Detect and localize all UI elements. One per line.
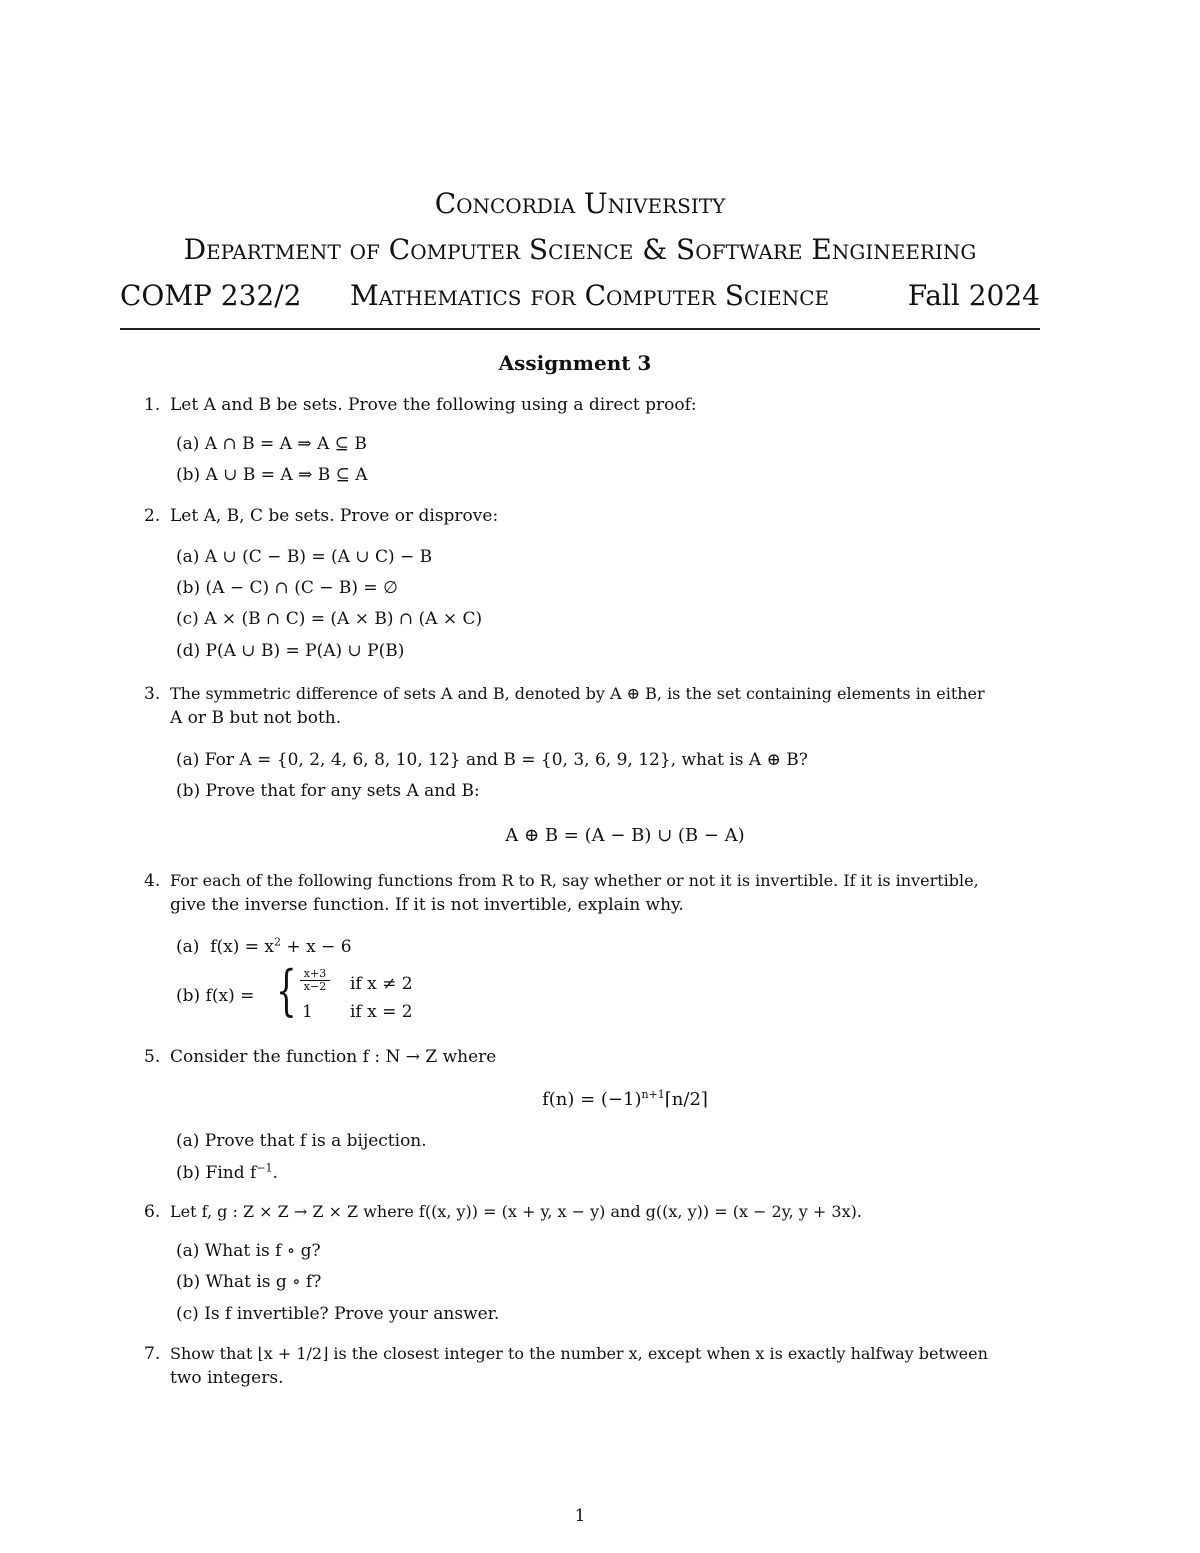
header-rule (120, 328, 1040, 330)
q7-text-line1: Show that ⌊x + 1/2⌋ is the closest integer to the number x, except when x is exactly halfway between (170, 1344, 988, 1363)
q5-display-equation (120, 1089, 1130, 1110)
q5-part-a: (a) Prove that f is a bijection. (176, 1131, 427, 1151)
q4-piecewise (276, 959, 576, 1030)
q4-part-a-rest: + x − 6 (281, 937, 352, 957)
page-number: 1 (574, 1506, 586, 1526)
q4-text-line2: give the inverse function. If it is not invertible, explain why. (170, 895, 684, 915)
q1-text: Let A and B be sets. Prove the following using a direct proof: (170, 395, 697, 415)
term: Fall 2024 (907, 279, 1040, 312)
q1-part-b: (b) A ∪ B = A ⇒ B ⊆ A (176, 465, 368, 485)
q5-part-b-pre: (b) Find f (176, 1163, 257, 1183)
q5-number: 5. (144, 1047, 161, 1067)
case2-value: 1 (302, 1002, 313, 1022)
assignment-title: Assignment 3 (498, 351, 652, 375)
q7-number: 7. (144, 1344, 161, 1364)
department-name: Department of Computer Science & Software Engineering (183, 233, 977, 266)
fraction-numerator: x+3 (300, 968, 330, 981)
q5-text: Consider the function f : N → Z where (170, 1047, 497, 1067)
q4-fraction (300, 968, 330, 993)
q2-part-b: (b) (A − C) ∩ (C − B) = ∅ (176, 578, 398, 598)
q3-text-line1: The symmetric difference of sets A and B, denoted by A ⊕ B, is the set containing elements in either (170, 684, 985, 703)
assignment-page (120, 0, 1040, 1553)
q5-part-b-exponent: −1 (256, 1161, 273, 1175)
q4-part-a-label: (a) (176, 937, 200, 957)
q4-part-a (176, 935, 352, 958)
q2-number: 2. (144, 506, 161, 526)
q3-number: 3. (144, 684, 161, 704)
case1-condition: if x ≠ 2 (350, 974, 413, 994)
q7-text-line2: two integers. (170, 1368, 284, 1388)
course-code: COMP 232/2 (120, 279, 302, 312)
q5-display-exponent: n+1 (641, 1088, 665, 1101)
q2-part-d: (d) P(A ∪ B) = P(A) ∪ P(B) (176, 641, 405, 661)
q5-part-b-post: . (272, 1163, 278, 1183)
course-title: Mathematics for Computer Science (350, 279, 830, 312)
q2-part-c: (c) A × (B ∩ C) = (A × B) ∩ (A × C) (176, 609, 483, 629)
university-name: Concordia University (434, 187, 726, 220)
q2-text: Let A, B, C be sets. Prove or disprove: (170, 506, 499, 526)
q6-part-a: (a) What is f ∘ g? (176, 1241, 321, 1261)
q4-part-b-label: (b) f(x) = (176, 986, 255, 1006)
q4-number: 4. (144, 871, 161, 891)
q6-number: 6. (144, 1202, 161, 1222)
q1-number: 1. (144, 395, 161, 415)
q3-display-equation: A ⊕ B = (A − B) ∪ (B − A) (505, 825, 745, 846)
fraction-denominator: x−2 (303, 980, 327, 994)
q6-part-c: (c) Is f invertible? Prove your answer. (176, 1304, 500, 1324)
q3-part-a: (a) For A = {0, 2, 4, 6, 8, 10, 12} and B = {0, 3, 6, 9, 12}, what is A ⊕ B? (176, 750, 808, 770)
left-brace: { (276, 959, 297, 1022)
q4-part-a-expr: f(x) = x (210, 937, 275, 957)
q4-part-a-exponent: 2 (274, 935, 282, 949)
q6-part-b: (b) What is g ∘ f? (176, 1272, 322, 1292)
q1-part-a: (a) A ∩ B = A ⇒ A ⊆ B (176, 434, 367, 454)
q3-text-line2: A or B but not both. (170, 708, 342, 728)
q4-text-line1: For each of the following functions from R to R, say whether or not it is invertible. If it is invertible, (170, 871, 979, 890)
q2-part-a: (a) A ∪ (C − B) = (A ∪ C) − B (176, 547, 433, 567)
case2-condition: if x = 2 (350, 1002, 413, 1022)
q5-part-b (176, 1161, 278, 1184)
q5-display-pre: f(n) = (−1) (542, 1089, 642, 1110)
q3-part-b: (b) Prove that for any sets A and B: (176, 781, 480, 801)
q6-text: Let f, g : Z × Z → Z × Z where f((x, y)) = (x + y, x − y) and g((x, y)) = (x − 2y, y + 3x). (170, 1202, 862, 1221)
q5-display-post: ⌈n/2⌉ (664, 1089, 708, 1110)
